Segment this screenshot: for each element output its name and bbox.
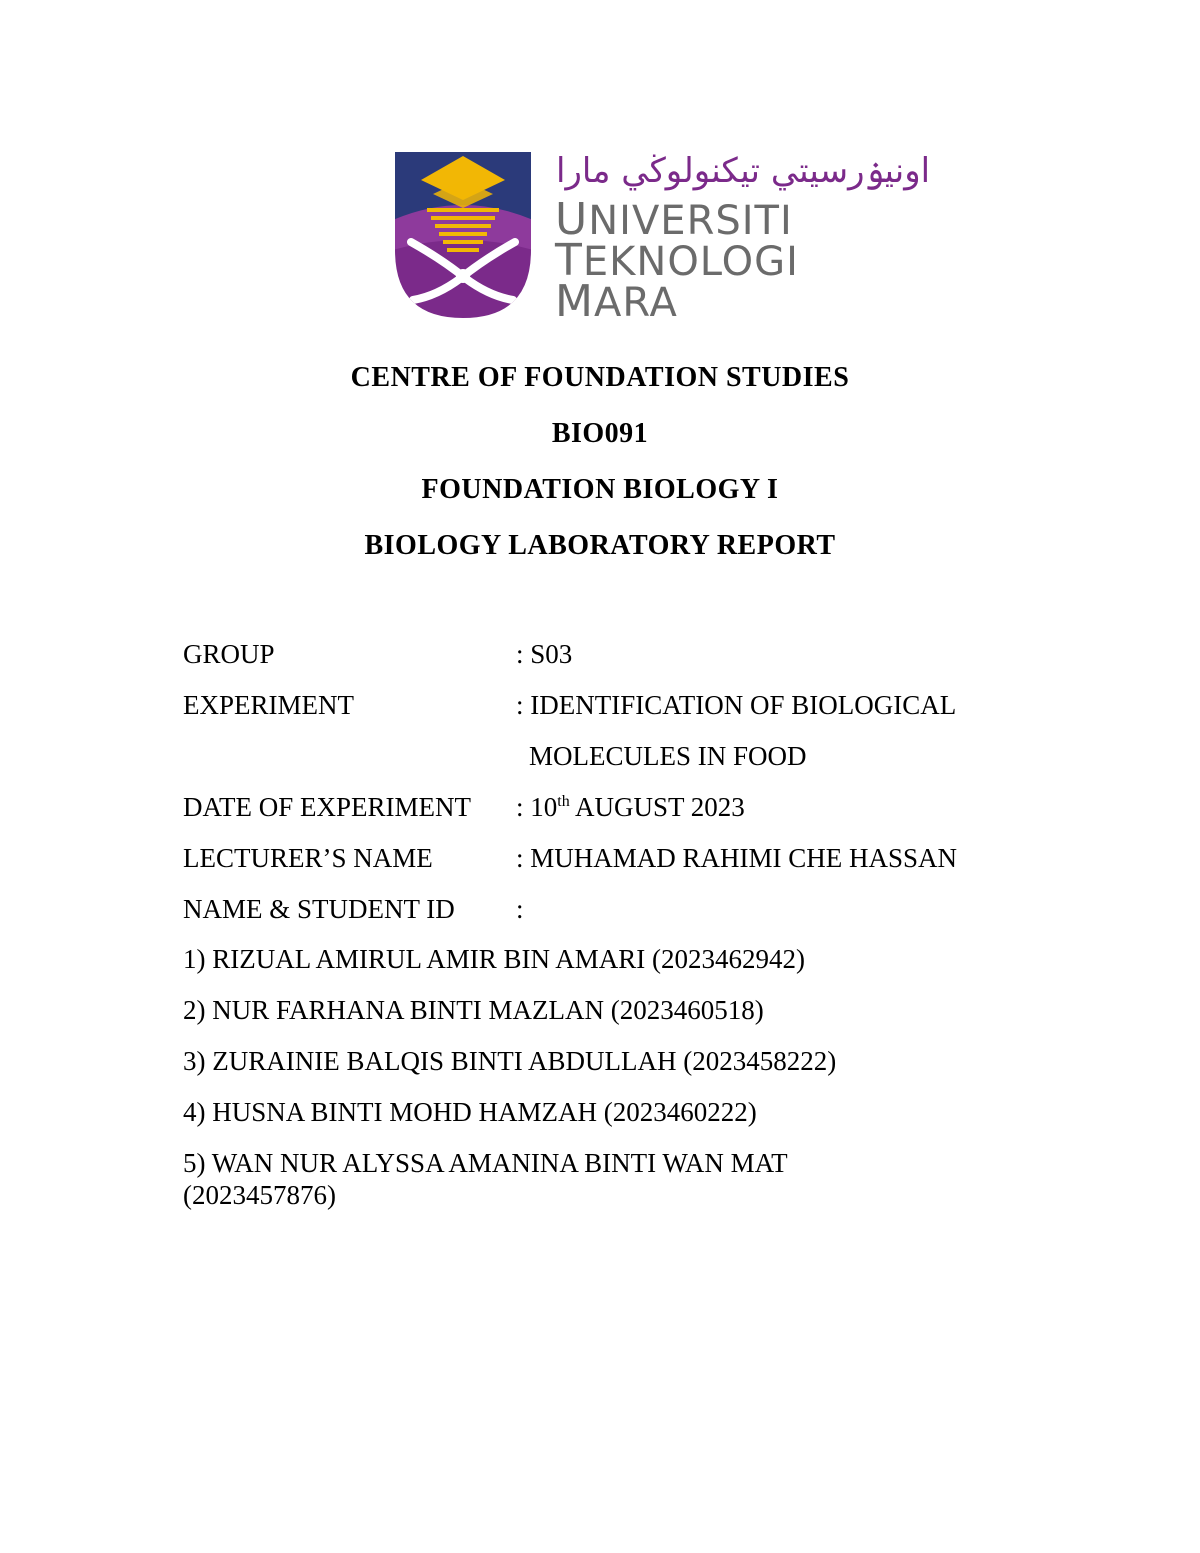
experiment-label: EXPERIMENT [183, 690, 354, 720]
students-value: : [516, 894, 524, 924]
list-item: 2) NUR FARHANA BINTI MAZLAN (2023460518) [183, 995, 764, 1025]
lecturer-label: LECTURER’S NAME [183, 843, 433, 873]
date-label: DATE OF EXPERIMENT [183, 792, 471, 822]
lecturer-value: : MUHAMAD RAHIMI CHE HASSAN [516, 843, 958, 873]
centre-title: CENTRE OF FOUNDATION STUDIES [350, 362, 850, 393]
date-value: : 10th AUGUST 2023 [516, 792, 745, 822]
course-name: FOUNDATION BIOLOGY I [421, 474, 779, 505]
university-logo [393, 150, 931, 327]
group-value: : S03 [516, 639, 573, 669]
list-item: 3) ZURAINIE BALQIS BINTI ABDULLAH (2023458222) [183, 1046, 837, 1076]
report-title: BIOLOGY LABORATORY REPORT [364, 530, 836, 561]
cover-titles [0, 360, 1200, 584]
jawi-university-name: اونيۏرسيتي تيكنولوڬي مارا [556, 151, 931, 191]
member-list [183, 943, 903, 1230]
experiment-value: : IDENTIFICATION OF BIOLOGICAL [516, 690, 957, 720]
experiment-value-continued: MOLECULES IN FOOD [529, 741, 807, 771]
list-item: 5) WAN NUR ALYSSA AMANINA BINTI WAN MAT (2023457876) [183, 1148, 788, 1210]
list-item: 1) RIZUAL AMIRUL AMIR BIN AMARI (2023462942) [183, 944, 805, 974]
students-label: NAME & STUDENT ID [183, 894, 455, 924]
group-label: GROUP [183, 639, 275, 669]
crest-icon [393, 150, 533, 320]
list-item: 4) HUSNA BINTI MOHD HAMZAH (2023460222) [183, 1097, 757, 1127]
logo-word-teknologi: TEKNOLOGI [555, 235, 799, 286]
course-code: BIO091 [551, 418, 649, 449]
logo-word-mara: MARA [555, 276, 678, 327]
logo-word-universiti: UNIVERSITI [555, 194, 793, 245]
